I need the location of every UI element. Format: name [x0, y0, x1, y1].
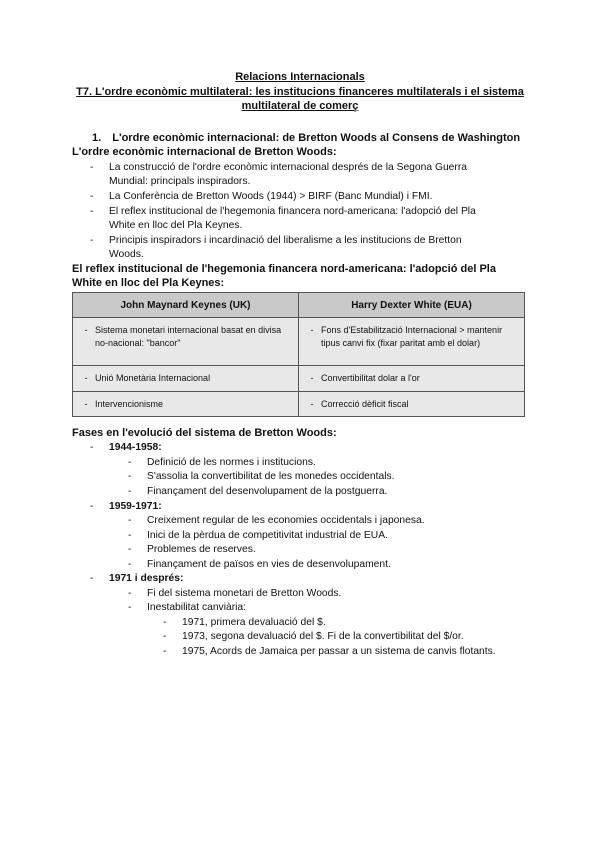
table-heading-line: El reflex institucional de l'hegemonia financera nord-americana: l'adopció del Pla	[72, 263, 496, 275]
sub-list-item-text: 1973, segona devaluació del $. Fi de la convertibilitat del $/or.	[182, 631, 464, 642]
list-item-line: Principis inspiradors i incardinació del liberalisme a les institucions de Bretton	[109, 235, 462, 246]
list-item-text: Problemes de reserves.	[147, 544, 256, 555]
list-item: - Creixement regular de les economies occidentals i japonesa.	[128, 515, 425, 526]
sub-list-item-text: 1971, primera devaluació del $.	[182, 617, 326, 628]
sub-list-item: - 1971, primera devaluació del $.	[163, 617, 326, 628]
sub-list-item: - 1973, segona devaluació del $. Fi de la convertibilitat del $/or.	[163, 631, 464, 642]
section-number: 1.	[92, 132, 102, 144]
list-item: - Inestabilitat canviària:	[128, 602, 247, 613]
phases-heading: Fases en l'evolució del sistema de Bretton Woods:	[72, 427, 337, 439]
list-item-text: Inestabilitat canviària:	[147, 602, 247, 613]
phase-item: - 1944-1958:	[90, 442, 162, 453]
table-cell-text: Correcció dèficit fiscal	[321, 398, 409, 409]
list-item-line: La construcció de l'ordre econòmic internacional després de la Segona Guerra	[109, 162, 467, 173]
list-item: - Finançament de països en vies de desenvolupament.	[128, 559, 391, 570]
section-heading-text: L'ordre econòmic internacional: de Bretton Woods al Consens de Washington	[112, 132, 521, 144]
list-item: - La Conferència de Bretton Woods (1944) > BIRF (Banc Mundial) i FMI.	[90, 191, 433, 202]
phase-label: 1971 i després:	[109, 573, 184, 584]
list-item-text: Finançament de països en vies de desenvolupament.	[147, 559, 391, 570]
table-heading	[72, 263, 496, 290]
phase-label: 1959-1971:	[109, 501, 162, 512]
sub-list-item: - 1975, Acords de Jamaica per passar a un sistema de canvis flotants.	[163, 646, 496, 657]
list-item: - Fi del sistema monetari de Bretton Woods.	[128, 588, 342, 599]
list-item: - Definició de les normes i institucions.	[128, 457, 316, 468]
list-item: - El reflex institucional de l'hegemonia financera nord-americana: l'adopció del Pla White en lloc del Pla Keynes.	[90, 206, 476, 231]
sub-list-item-text: 1975, Acords de Jamaica per passar a un sistema de canvis flotants.	[182, 646, 496, 657]
section-heading	[92, 132, 520, 144]
list-item: - Inici de la pèrdua de competitivitat industrial de EUA.	[128, 530, 388, 541]
phase-label: 1944-1958:	[109, 442, 162, 453]
comparison-table	[72, 292, 525, 417]
table-cell-text: Fons d'Estabilització Internacional > mantenir tipus canvi fix (fixar paritat amb el dolar)	[321, 325, 503, 348]
list-item-text: Finançament del desenvolupament de la postguerra.	[147, 486, 388, 497]
list-item: - Problemes de reserves.	[128, 544, 256, 555]
table-cell-text: Intervencionisme	[95, 398, 164, 409]
list-item: - Principis inspiradors i incardinació del liberalisme a les institucions de Bretton Woods.	[90, 235, 462, 260]
phase-item: - 1959-1971:	[90, 501, 162, 512]
table-header-keynes: John Maynard Keynes (UK)	[73, 293, 299, 318]
table-header-row	[73, 293, 525, 318]
table-row	[73, 318, 525, 366]
list-item-line: Woods.	[109, 249, 144, 260]
phase-item: - 1971 i després:	[90, 573, 184, 584]
document-title: Relacions Internacionals	[235, 71, 365, 83]
list-item-line: El reflex institucional de l'hegemonia financera nord-americana: l'adopció del Pla	[109, 206, 476, 217]
table-cell: - Intervencionisme	[73, 391, 299, 417]
section-subheading: L'ordre econòmic internacional de Bretton Woods:	[72, 146, 337, 158]
list-item-text: S'assolia la convertibilitat de les monedes occidentals.	[147, 471, 395, 482]
table-cell: - Correcció dèficit fiscal	[299, 391, 525, 417]
table-cell: - Unió Monetària Internacional	[73, 366, 299, 392]
table-cell: - Fons d'Estabilització Internacional > mantenir tipus canvi fix (fixar paritat amb el dolar)	[299, 318, 525, 366]
list-item-line: La Conferència de Bretton Woods (1944) > BIRF (Banc Mundial) i FMI.	[109, 191, 433, 202]
table-header-white: Harry Dexter White (EUA)	[299, 293, 525, 318]
table-cell: - Convertibilitat dolar a l'or	[299, 366, 525, 392]
table-cell: - Sistema monetari internacional basat en divisa no-nacional: "bancor"	[73, 318, 299, 366]
table-row	[73, 366, 525, 392]
table-cell-text: Convertibilitat dolar a l'or	[321, 373, 420, 383]
table-cell-text: Unió Monetària Internacional	[95, 373, 211, 383]
table-heading-line: White en lloc del Pla Keynes:	[72, 276, 225, 289]
document-subtitle: T7. L'ordre econòmic multilateral: les institucions financeres multilaterals i el sistema multilateral de comerç	[76, 86, 524, 112]
list-item-line: White en lloc del Pla Keynes.	[109, 220, 243, 231]
list-item-text: Inici de la pèrdua de competitivitat industrial de EUA.	[147, 530, 388, 541]
list-item-line: Mundial: principals inspiradors.	[109, 176, 251, 187]
list-item-text: Definició de les normes i institucions.	[147, 457, 316, 468]
list-item: - La construcció de l'ordre econòmic internacional després de la Segona Guerra Mundial: principals inspiradors.	[90, 162, 467, 187]
table-cell-text: Sistema monetari internacional basat en divisa no-nacional: "bancor"	[95, 325, 282, 348]
list-item: - S'assolia la convertibilitat de les monedes occidentals.	[128, 471, 395, 482]
list-item-text: Creixement regular de les economies occidentals i japonesa.	[147, 515, 425, 526]
table-row	[73, 391, 525, 417]
list-item-text: Fi del sistema monetari de Bretton Woods.	[147, 588, 342, 599]
list-item: - Finançament del desenvolupament de la postguerra.	[128, 486, 388, 497]
